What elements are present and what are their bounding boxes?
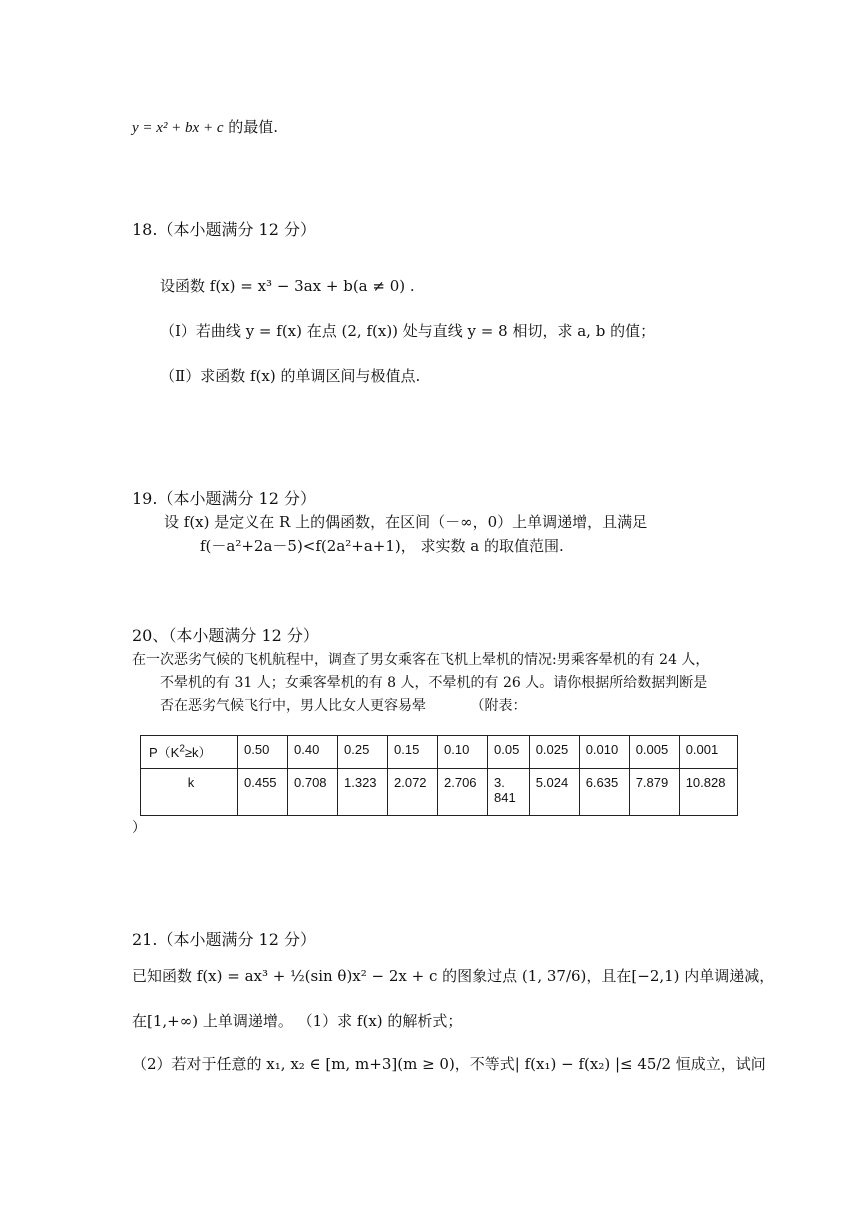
q17-text: 的最值.	[228, 118, 279, 136]
table-cell: 0.010	[579, 736, 629, 769]
table-cell: 3. 841	[488, 769, 530, 816]
table-cell: 0.25	[338, 736, 388, 769]
q20-line3	[160, 696, 526, 716]
table-cell-label-p: $P(K^2\ge k)$	[141, 736, 238, 769]
q20-line1: 在一次恶劣气候的飞机航程中，调查了男女乘客在飞机上晕机的情况:男乘客晕机的有 24 人，	[132, 652, 710, 668]
q20-line2: 不晕机的有 31 人；女乘客晕机的有 8 人，不晕机的有 26 人。请你根据所给数据判断是	[160, 675, 708, 691]
table-cell: 0.455	[238, 769, 288, 816]
table-cell-label-k: k	[141, 769, 238, 816]
q19-line1: 设 f(x) 是定义在 R 上的偶函数，在区间（－∞，0）上单调递增，且满足	[164, 513, 648, 531]
table-cell: 5.024	[529, 769, 579, 816]
table-cell: 0.05	[488, 736, 530, 769]
q20-line3-tail: （附表：	[470, 698, 527, 714]
q18-part2: （Ⅱ）求函数 f(x) 的单调区间与极值点.	[160, 367, 421, 385]
q20-heading: 20、（本小题满分 12 分）	[132, 626, 319, 645]
table-cell: 0.15	[388, 736, 438, 769]
table-cell: 0.40	[288, 736, 338, 769]
table-cell: 2.706	[438, 769, 488, 816]
q17-formula: y = x² + bx + c	[132, 120, 224, 136]
q17-tail-line	[132, 117, 278, 138]
table-cell: 0.50	[238, 736, 288, 769]
q20-closing: ）	[132, 820, 146, 836]
table-cell: 2.072	[388, 769, 438, 816]
q20-line3-text: 否在恶劣气候飞行中，男人比女人更容易晕	[160, 698, 426, 714]
table-cell: 0.10	[438, 736, 488, 769]
q21-line2: 在[1,+∞) 上单调递增。 （1）求 f(x) 的解析式；	[132, 1012, 463, 1030]
q19-line2: f(－a²+2a－5)<f(2a²+a+1)， 求实数 a 的取值范围.	[200, 537, 564, 555]
q19-heading: 19.（本小题满分 12 分）	[132, 489, 316, 508]
critical-value-table	[140, 735, 738, 816]
table-cell: 0.005	[629, 736, 679, 769]
table-cell: 6.635	[579, 769, 629, 816]
q18-part1: （Ⅰ）若曲线 y = f(x) 在点 (2, f(x)) 处与直线 y = 8 相切，求 a, b 的值；	[160, 322, 656, 340]
table-cell: 0.708	[288, 769, 338, 816]
table-cell: 10.828	[679, 769, 737, 816]
q18-heading: 18.（本小题满分 12 分）	[132, 220, 316, 239]
table-cell: 7.879	[629, 769, 679, 816]
q21-line1: 已知函数 f(x) = ax³ + ½(sin θ)x² − 2x + c 的图象过点 (1, 37/6)，且在[−2,1) 内单调递减，	[132, 967, 775, 985]
table-row	[141, 736, 738, 769]
table-cell: 1.323	[338, 769, 388, 816]
table-row	[141, 769, 738, 816]
table-cell: 0.001	[679, 736, 737, 769]
table-cell: 0.025	[529, 736, 579, 769]
q18-intro: 设函数 f(x) = x³ − 3ax + b(a ≠ 0) .	[160, 277, 415, 295]
q21-line3: （2）若对于任意的 x₁, x₂ ∈ [m, m+3](m ≥ 0)，不等式| f(x₁) − f(x₂) |≤ 45/2 恒成立，试问	[132, 1055, 766, 1073]
q21-heading: 21.（本小题满分 12 分）	[132, 930, 316, 949]
